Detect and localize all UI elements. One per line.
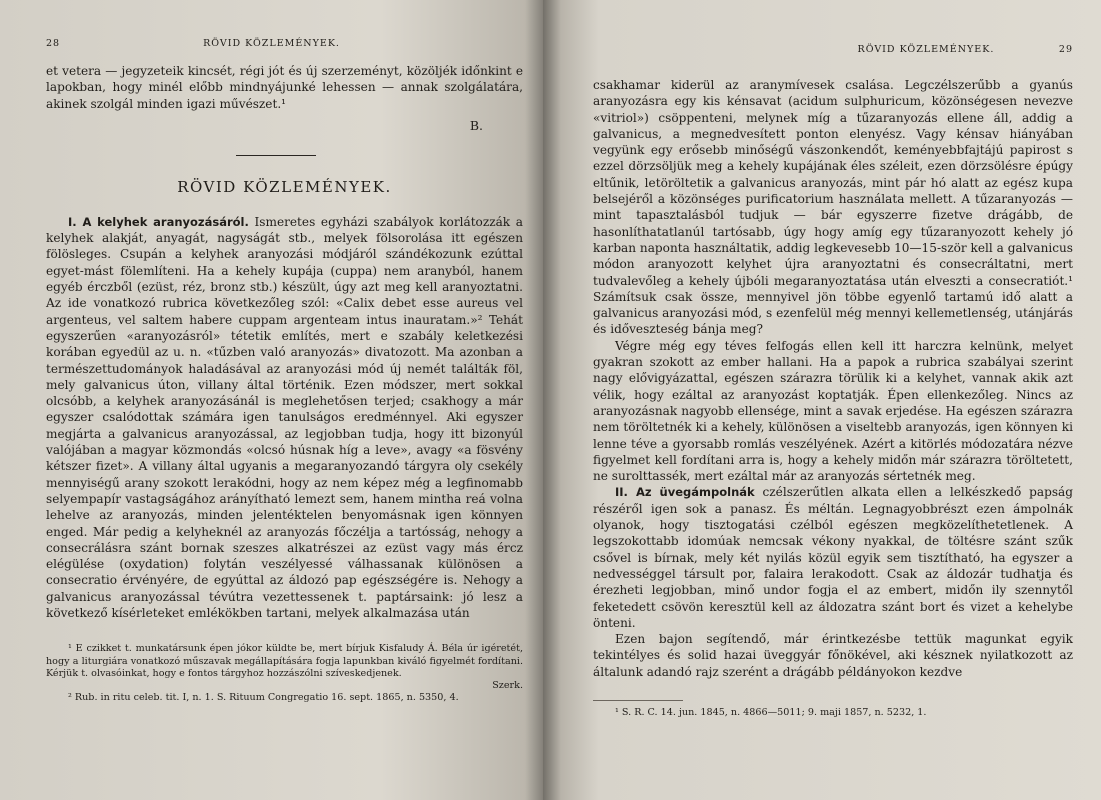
gutter-shadow-right <box>543 0 561 800</box>
gutter-shadow-left <box>525 0 543 800</box>
left-page-number: 28 <box>46 38 61 49</box>
right-running-title: RÖVID KÖZLEMÉNYEK. <box>857 44 995 55</box>
right-paragraph-1: csakhamar kiderül az aranymívesek csalása. Legczélszerűbb a gyanús aranyozásra egy kis kénsavat (acidum sulphuricum, közönségesen nevezve «vitriol») csöppenteni, melynek míg a tűzaranyozás ellene áll, addig a galvanicus, a megnedvesített ponton elenyész. Vagy kénsav hiányában vegyünk egy erősebb minőségű vászonkendőt, keményebbfajtájú papirost s ezzel dörzsöljük meg a kehely kupájának éles széleit, ezen dörzsölésre épúgy eltűnik, letöröltetik a galvanicus aranyozás, mint pár hó alatt az egész kupa belsejéről a közönséges purificatorium használata mellett. A tűzaranyozás — mint tapasztalásból tudjuk — bár egyszerre fizetve drágább, de hasonlíthatatlanúl tartósabb, úgy hogy amíg egy tűzaranyozott kehely jó karban naponta használtatik, addig legkevesebb 10—15-ször kell a galvanicus módon aranyozott kelyhet újra aranyoztatni és consecráltatni, mert tudvalevőleg a kehely újbóli megaranyoztatása után elveszti a consecratiót.¹ Számítsuk csak össze, mennyivel jön többe egyenlő tartamú idő alatt a galvanicus aranyozási mód, s ezenfelül még mennyi kellemetlenség, utánjárás és időveszteség bánja meg? <box>593 78 1073 337</box>
item1-paragraph <box>46 214 523 621</box>
footnote-rule <box>593 700 683 701</box>
right-footnote-1: ¹ S. R. C. 14. jun. 1845, n. 4866—5011; 9. maji 1857, n. 5232, 1. <box>615 706 927 718</box>
signature: B. <box>469 117 483 133</box>
intro-paragraph: et vetera — jegyzeteik kincsét, régi jót és új szerzeményt, közöljék időnkint e lapokban, hogy minél előbb mindnyájunké lehessen — annak szolgálatára, akinek szolgál minden igazi művészet.¹ <box>46 64 523 111</box>
right-page <box>543 0 1101 800</box>
left-footnote-1: ¹ E czikket t. munkatársunk épen jókor küldte be, mert bírjuk Kisfaludy Á. Béla úr igéretét, hogy a liturgiára vonatkozó műszavak megállapítására fogja lapunkban kiváló figyelmét fordítani. Kérjük t. olvasóinkat, hogy e fontos tárgyhoz hozzászólni szíveskedjenek. <box>46 643 523 679</box>
item2-heading: II. Az üvegámpolnák <box>615 485 755 500</box>
left-footnote-1-sign: Szerk. <box>492 679 523 691</box>
item2-text: czélszerűtlen alkata ellen a lelkészkedő papság részéről igen sok a panasz. És méltán. Legnagyobbrészt ezen ámpolnák olyanok, hogy tisztogatási czélból egészen megközelíthetetlenek. A legszokottabb idomúak nemcsak vékony nyakkal, de töltésre szánt szűk csővel is bírnak, mely két nyilás közül egyik sem tisztítható, ha egyszer a nedvességgel társult por, falaira lerakodott. Csak az áldozár tudhatja és érezheti legjobban, minő undor fogja el az embert, midőn ily szennytől feketedett csövön keresztül kell az áldozatra szánt bort és vizet a kehelybe önteni. <box>593 485 1073 630</box>
right-paragraph-2: Végre még egy téves felfogás ellen kell itt harczra kelnünk, melyet gyakran szokott az ember hallani. Ha a papok a rubrica szabályai szerint nagy elővigyázattal, egészen szárazra törülik ki a kelyhet, vannak akik azt vélik, hogy ezáltal az aranyozást koptatják. Épen ellenkezőleg. Nincs az aranyozásnak nagyobb ellensége, mint a savak erjedése. Ha egészen szárazra nem töröltetnék ki a kehely, különösen a viseltebb aranyozás, igen könnyen ki lenne téve a gyorsabb romlás veszélyének. Azért a kitörlés módozatára nézve figyelmet kell fordítani arra is, hogy a kehely midőn már szárazra töröltetett, ne surolttassék, mert ezáltal már az aranyozás sértetnék meg. <box>593 338 1073 484</box>
right-page-number: 29 <box>1058 44 1073 55</box>
left-running-head <box>46 38 523 49</box>
section-divider <box>236 155 316 156</box>
left-running-title: RÖVID KÖZLEMÉNYEK. <box>203 38 340 49</box>
left-footnote-2: ² Rub. in ritu celeb. tit. I, n. 1. S. Rituum Congregatio 16. sept. 1865, n. 5350, 4. <box>68 692 459 704</box>
right-running-head <box>593 44 1073 55</box>
left-page <box>0 0 543 800</box>
item1-text: Ismeretes egyházi szabályok korlátozzák a kelyhek alakját, anyagát, nagyságát stb., melyek fölsorolása itt egészen fölösleges. Csupán a kelyhek aranyozási módjáról szándékozunk ezúttal egyet-mást fölemlíteni. Ha a kehely kupája (cuppa) nem aranyból, hanem egyéb érczből (ezüst, réz, bronz stb.) készült, úgy azt meg kell aranyoztatni. Az ide vonatkozó rubrica következőleg szól: «Calix debet esse aureus vel argenteus, vel saltem habere cuppam argenteam intus inauratam.»² Tehát egyszerűen «aranyozásról» tétetik említés, mert e szabály keletkezési korában egyedül az u. n. «tűzben való aranyozás» divatozott. Ma azonban a természettudományok haladásával az aranyozási mód új nemét találták föl, mely galvanicus úton, villany által történik. Ezen módszer, mert sokkal olcsóbb, a kelyhek aranyozásánál is meglehetősen terjed; csakhogy a már egyszer csalódottak számára igen tanulságos eredménnyel. Aki egyszer megjárta a galvanicus aranyozással, az legjobban tudja, hogy itt bizonyúl valójában a magyar közmondás «olcsó húsnak híg a leve», avagy «a fösvény kétszer fizet». A villany által ugyanis a megaranyozandó tárgyra oly csekély mennyiségű arany szokott lerakódni, hogy az nem képez még a legfinomabb selyempapír vastagságához arányítható lemezt sem, hanem mintha reá volna lehelve az aranyozás, minden jelentéktelen benyomásnak igen könnyen enged. Már pedig a kelyheknél az aranyozás főczélja a tartósság, nehogy a consecrálásra szánt bornak szeszes alkatrészei az ezüst vagy más ércz elégülése (oxydation) folytán veszélyessé válhassanak különösen a consecratio érvényére, de egyúttal az áldozó pap egészségére is. Nehogy a galvanicus aranyozással tévútra vezettessenek t. paptársaink: jó lesz a következő kísérleteket emlékökben tartani, melyek alkalmazása után <box>46 214 523 621</box>
item2-paragraph <box>593 484 1073 631</box>
left-footnotes <box>46 643 523 704</box>
item1-heading: I. A kelyhek aranyozásáról. <box>68 214 249 229</box>
section-title: RÖVID KÖZLEMÉNYEK. <box>177 177 392 196</box>
right-paragraph-3: Ezen bajon segítendő, már érintkezésbe tettük magunkat egyik tekintélyes és solid hazai üveggyár főnökével, aki késznek nyilatkozott az általunk adandó rajz szerént a drágább példányokon kezdve <box>593 632 1073 679</box>
right-footnotes <box>593 700 1073 719</box>
